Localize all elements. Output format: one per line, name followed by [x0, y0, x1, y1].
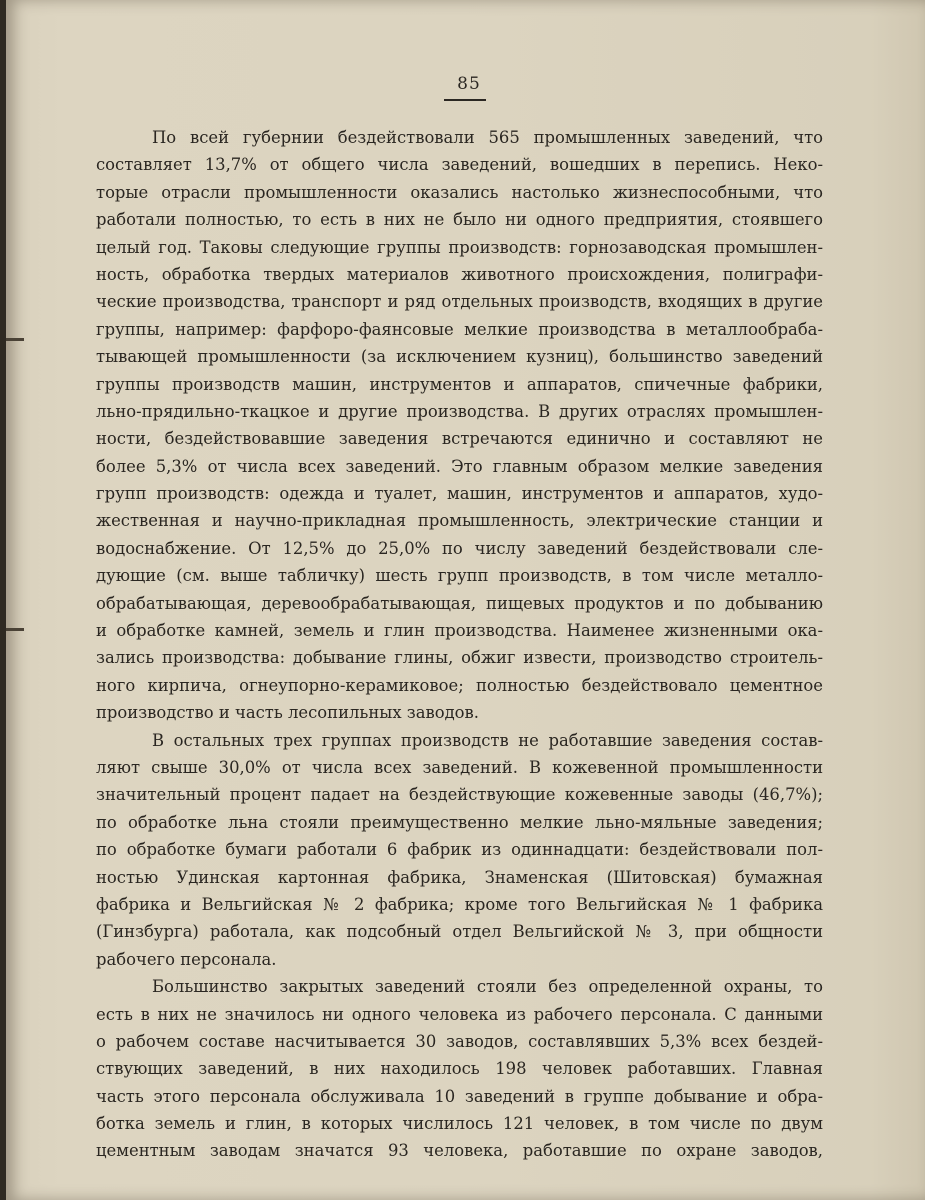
text-line: значительный процент падает на бездействующие кожевенные заводы (46,7%);	[96, 785, 823, 805]
text-line: группы, например: фарфоро-фаянсовые мелкие производства в металлообраба-	[96, 319, 823, 339]
text-line: В остальных трех группах производств не работавшие заведения состав-	[152, 730, 823, 750]
text-line: о рабочем составе насчитывается 30 заводов, составлявших 5,3% всех бездей-	[96, 1031, 823, 1051]
body-text	[96, 124, 823, 1165]
text-line: По всей губернии бездействовали 565 промышленных заведений, что	[152, 128, 823, 147]
text-line: ного кирпича, огнеупорно-керамиковое; полностью бездействовало цементное	[96, 675, 823, 695]
page-number: 85	[457, 74, 481, 94]
text-line: часть этого персонала обслуживала 10 заведений в группе добывание и обра-	[96, 1086, 823, 1106]
page-number-underline	[444, 99, 486, 101]
text-line: по обработке льна стояли преимущественно мелкие льно-мяльные заведения;	[96, 812, 823, 832]
text-line: фабрика и Вельгийская № 2 фабрика; кроме того Вельгийская № 1 фабрика	[96, 894, 823, 914]
text-line: цементным заводам значатся 93 человека, работавшие по охране заводов,	[96, 1141, 823, 1161]
text-line: ботка земель и глин, в которых числилось 121 человек, в том числе по двум	[96, 1114, 823, 1134]
text-line: ческие производства, транспорт и ряд отдельных производств, входящих в другие	[96, 292, 823, 312]
text-line: ностью Удинская картонная фабрика, Знаменская (Шитовская) бумажная	[96, 867, 823, 887]
text-line: зались производства: добывание глины, обжиг извести, производство строитель-	[96, 648, 823, 668]
text-line: тывающей промышленности (за исключением кузниц), большинство заведений	[96, 347, 823, 367]
text-line: дующие (см. выше табличку) шесть групп производств, в том числе металло-	[96, 566, 823, 586]
text-line: жественная и научно-прикладная промышленность, электрические станции и	[96, 511, 823, 531]
text-line: ствующих заведений, в них находилось 198 человек работавших. Главная	[96, 1059, 823, 1079]
text-line: торые отрасли промышленности оказались настолько жизнеспособными, что	[96, 182, 823, 202]
text-line: льно-прядильно-ткацкое и другие производства. В других отраслях промышлен-	[96, 401, 823, 421]
text-line: по обработке бумаги работали 6 фабрик из одиннадцати: бездействовали пол-	[96, 840, 823, 860]
book-page	[6, 0, 925, 1200]
text-line: ность, обработка твердых материалов животного происхождения, полиграфи-	[96, 264, 823, 284]
text-line: есть в них не значилось ни одного человека из рабочего персонала. С данными	[96, 1004, 823, 1024]
text-line: составляет 13,7% от общего числа заведений, вошедших в перепись. Неко-	[96, 155, 823, 175]
text-line: целый год. Таковы следующие группы производств: горнозаводская промышлен-	[96, 237, 823, 257]
text-line: производство и часть лесопильных заводов.	[96, 703, 479, 723]
text-line: работали полностью, то есть в них не было ни одного предприятия, стоявшего	[96, 210, 823, 230]
text-line: группы производств машин, инструментов и аппаратов, спичечные фабрики,	[96, 374, 823, 394]
paragraph-1	[96, 124, 823, 727]
text-line: более 5,3% от числа всех заведений. Это главным образом мелкие заведения	[96, 456, 823, 476]
binding-mark	[6, 338, 24, 341]
text-line: Большинство закрытых заведений стояли без определенной охраны, то	[152, 977, 823, 997]
text-line: обрабатывающая, деревообрабатывающая, пищевых продуктов и по добыванию	[96, 593, 823, 613]
paragraph-3	[96, 973, 823, 1165]
text-line: и обработке камней, земель и глин производства. Наименее жизненными ока-	[96, 621, 823, 641]
binding-mark	[6, 628, 24, 631]
paragraph-2	[96, 727, 823, 974]
text-line: ности, бездействовавшие заведения встречаются единично и составляют не	[96, 429, 823, 449]
text-line: групп производств: одежда и туалет, машин, инструментов и аппаратов, худо-	[96, 484, 823, 504]
text-line: рабочего персонала.	[96, 949, 277, 969]
text-line: ляют свыше 30,0% от числа всех заведений. В кожевенной промышленности	[96, 757, 823, 777]
text-line: (Гинзбурга) работала, как подсобный отдел Вельгийской № 3, при общности	[96, 922, 823, 942]
text-line: водоснабжение. От 12,5% до 25,0% по числу заведений бездействовали сле-	[96, 538, 823, 558]
